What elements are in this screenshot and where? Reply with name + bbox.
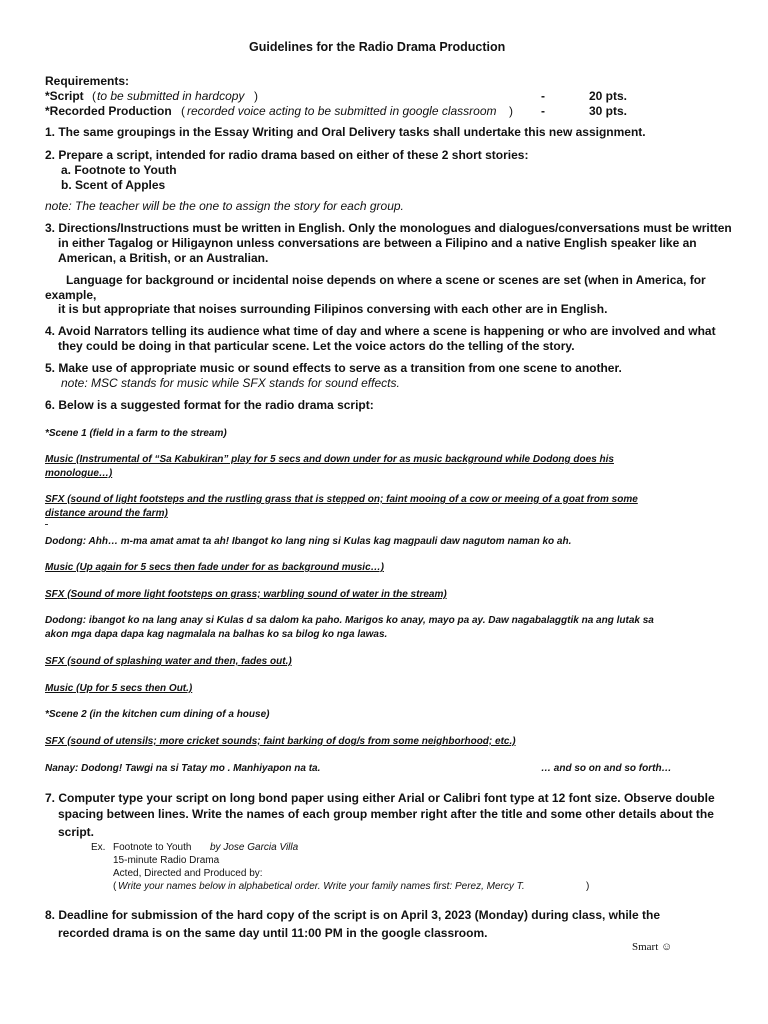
script-continuation: … and so on and so forth… bbox=[541, 763, 672, 774]
script-sfx-cue-cont: distance around the farm) bbox=[45, 508, 168, 519]
requirement-detail: recorded voice acting to be submitted in google classroom bbox=[187, 104, 497, 118]
stray-mark bbox=[45, 524, 48, 525]
story-option-a: a. Footnote to Youth bbox=[61, 163, 177, 177]
scene-heading: *Scene 2 (in the kitchen cum dining of a house) bbox=[45, 709, 270, 720]
requirements-heading: Requirements: bbox=[45, 74, 130, 88]
script-music-cue: Music (Up again for 5 secs then fade under for as background music…) bbox=[45, 562, 384, 573]
script-dialogue: Dodong: ibangot ko na lang anay si Kulas d sa dalom ka paho. Marigos ko anay, mayo pa ay. Daw nagabalaggtik na ang lutak sa bbox=[45, 615, 654, 626]
example-instruction: Write your names below in alphabetical order. Write your family names first: Perez, Mercy T. bbox=[118, 881, 525, 892]
guideline-1: 1. The same groupings in the Essay Writing and Oral Delivery tasks shall undertake this new assignment. bbox=[45, 125, 646, 139]
requirement-label: *Recorded Production bbox=[45, 104, 172, 118]
requirement-points: 30 pts. bbox=[589, 104, 628, 118]
guideline-3-line-1: 3. Directions/Instructions must be written in English. Only the monologues and dialogues/conversations must be written bbox=[45, 221, 732, 235]
guideline-7-line-2: spacing between lines. Write the names of each group member right after the title and some other details about the bbox=[58, 807, 714, 821]
note-msc-sfx: note: MSC stands for music while SFX stands for sound effects. bbox=[61, 376, 400, 390]
script-sfx-cue: SFX (Sound of more light footsteps on grass; warbling sound of water in the stream) bbox=[45, 589, 447, 600]
script-music-cue-cont: monologue…) bbox=[45, 468, 113, 479]
language-paragraph-line-3: it is but appropriate that noises surrounding Filipinos conversing with each other are in English. bbox=[58, 302, 608, 316]
script-music-cue: Music (Instrumental of “Sa Kabukiran” play for 5 secs and down under for as music background while Dodong does his bbox=[45, 454, 614, 465]
script-dialogue: Nanay: Dodong! Tawgi na si Tatay mo . Manhiyapon na ta. bbox=[45, 763, 321, 774]
example-credits: Acted, Directed and Produced by: bbox=[113, 868, 263, 879]
script-sfx-cue: SFX (sound of light footsteps and the rustling grass that is stepped on; faint mooing of a cow or meeing of a goat from some bbox=[45, 494, 638, 505]
guideline-3-line-2: in either Tagalog or Hiligaynon unless conversations are between a Filipino and a native English speaker like an bbox=[58, 236, 697, 250]
requirement-detail: to be submitted in hardcopy bbox=[97, 89, 245, 103]
language-paragraph-line-1: Language for background or incidental noise depends on where a scene or scenes are set (when in America, for bbox=[66, 273, 706, 287]
guideline-3-line-3: American, a British, or an Australian. bbox=[58, 251, 269, 265]
example-author: by Jose Garcia Villa bbox=[210, 842, 299, 853]
language-paragraph-line-2: example, bbox=[45, 288, 97, 302]
scene-heading: *Scene 1 (field in a farm to the stream) bbox=[45, 428, 227, 439]
guideline-8-line-1: 8. Deadline for submission of the hard copy of the script is on April 3, 2023 (Monday) during class, while the bbox=[45, 908, 660, 922]
guideline-2: 2. Prepare a script, intended for radio drama based on either of these 2 short stories: bbox=[45, 148, 529, 162]
guideline-7-line-3: script. bbox=[58, 825, 95, 839]
guideline-5: 5. Make use of appropriate music or sound effects to serve as a transition from one scene to another. bbox=[45, 361, 622, 375]
script-sfx-cue: SFX (sound of splashing water and then, fades out.) bbox=[45, 656, 292, 667]
example-story-title: Footnote to Youth bbox=[113, 842, 192, 853]
guideline-6: 6. Below is a suggested format for the radio drama script: bbox=[45, 398, 374, 412]
script-sfx-cue: SFX (sound of utensils; more cricket sounds; faint barking of dog/s from some neighborhood; etc.) bbox=[45, 736, 516, 747]
guideline-8-line-2: recorded drama is on the same day until 11:00 PM in the google classroom. bbox=[58, 926, 488, 940]
requirement-label: *Script bbox=[45, 89, 84, 103]
document-page: Guidelines for the Radio Drama Production Requirements: *Script ( to be submitted in hardcopy ) - 20 pts. *Recorded Production ( recorded voice acting to be submitted in google classroom ) - 30 pts. 1. The same groupings in the Essay Writing and Oral Delivery tasks shall undertake this new assignment. 2. Prepare a script, intended for radio drama based on either of these 2 short stories: a. Footnote to Youth b. Scent of Apples note: The teacher will be the one to assign the story for each group. 3. Directions/Instructions must be written in English. Only the monologues and dialogues/conversations must be written in either Tagalog or Hiligaynon unless conversations are between a Filipino and a native English speaker like an American, a British, or an Australian. Language for background or incidental noise depends on where a scene or scenes are set (when in America, for example, it is but appropriate that noises surrounding Filipinos conversing with each other are in English. 4. Avoid Narrators telling its audience what time of day and where a scene is happening or who are involved and what they could be doing in that particular scene. Let the voice actors do the telling of the story. 5. Make use of appropriate music or sound effects to serve as a transition from one scene to another. note: MSC stands for music while SFX stands for sound effects. 6. Below is a suggested format for the radio drama script: *Scene 1 (field in a farm to the stream) Music (Instrumental of “Sa Kabukiran” play for 5 secs and down under for as music background while Dodong does his monologue…) SFX (sound of light footsteps and the rustling grass that is stepped on; faint mooing of a cow or meeing of a goat from some distance around the farm) Dodong: Ahh… m-ma amat amat ta ah! Ibangot ko lang ning si Kulas kag magpauli daw nagutom naman ko ah. Music (Up again for 5 secs then fade under for as background music…) SFX (Sound of more light footsteps on grass; warbling sound of water in the stream) Dodong: ibangot ko na lang anay si Kulas d sa dalom ka paho. Marigos ko anay, mayo pa ay. Daw nagabalaggtik na ang lutak sa akon mga dapa dapa kag nagmalala na balhas ko sa bilog ko nga lawas. SFX (sound of splashing water and then, fades out.) Music (Up for 5 secs then Out.) *Scene 2 (in the kitchen cum dining of a house) SFX (sound of utensils; more cricket sounds; faint barking of dog/s from some neighborhood; etc.) Nanay: Dodong! Tawgi na si Tatay mo . Manhiyapon na ta. … and so on and so forth… 7. Computer type your script on long bond paper using either Arial or Calibri font type at 12 font size. Observe double spacing between lines. Write the names of each group member right after the title and some other details about the script. Ex. Footnote to Youth by Jose Garcia Villa 15-minute Radio Drama Acted, Directed and Produced by: ( Write your names below in alphabetical order. Write your family names first: Perez, Mercy T. ) 8. Deadline for submission of the hard copy of the script is on April 3, 2023 (Monday) during class, while the recorded drama is on the same day until 11:00 PM in the google classroom. Smart ☺ bbox=[45, 40, 732, 953]
example-label: Ex. bbox=[91, 842, 106, 853]
guideline-4-line-1: 4. Avoid Narrators telling its audience what time of day and where a scene is happening or who are involved and what bbox=[45, 324, 716, 338]
story-option-b: b. Scent of Apples bbox=[61, 178, 166, 192]
note-assignment: note: The teacher will be the one to assign the story for each group. bbox=[45, 199, 404, 213]
page-title: Guidelines for the Radio Drama Production bbox=[249, 40, 506, 54]
signoff: Smart ☺ bbox=[632, 941, 673, 953]
script-music-cue: Music (Up for 5 secs then Out.) bbox=[45, 683, 193, 694]
script-dialogue: Dodong: Ahh… m-ma amat amat ta ah! Ibangot ko lang ning si Kulas kag magpauli daw nagutom naman ko ah. bbox=[45, 536, 572, 547]
requirement-points: 20 pts. bbox=[589, 89, 628, 103]
guideline-4-line-2: they could be doing in that particular scene. Let the voice actors do the telling of the story. bbox=[58, 339, 575, 353]
guideline-7-line-1: 7. Computer type your script on long bond paper using either Arial or Calibri font type at 12 font size. Observe double bbox=[45, 791, 715, 805]
script-dialogue-cont: akon mga dapa dapa kag nagmalala na balhas ko sa bilog ko nga lawas. bbox=[45, 629, 388, 640]
example-duration: 15-minute Radio Drama bbox=[113, 855, 220, 866]
